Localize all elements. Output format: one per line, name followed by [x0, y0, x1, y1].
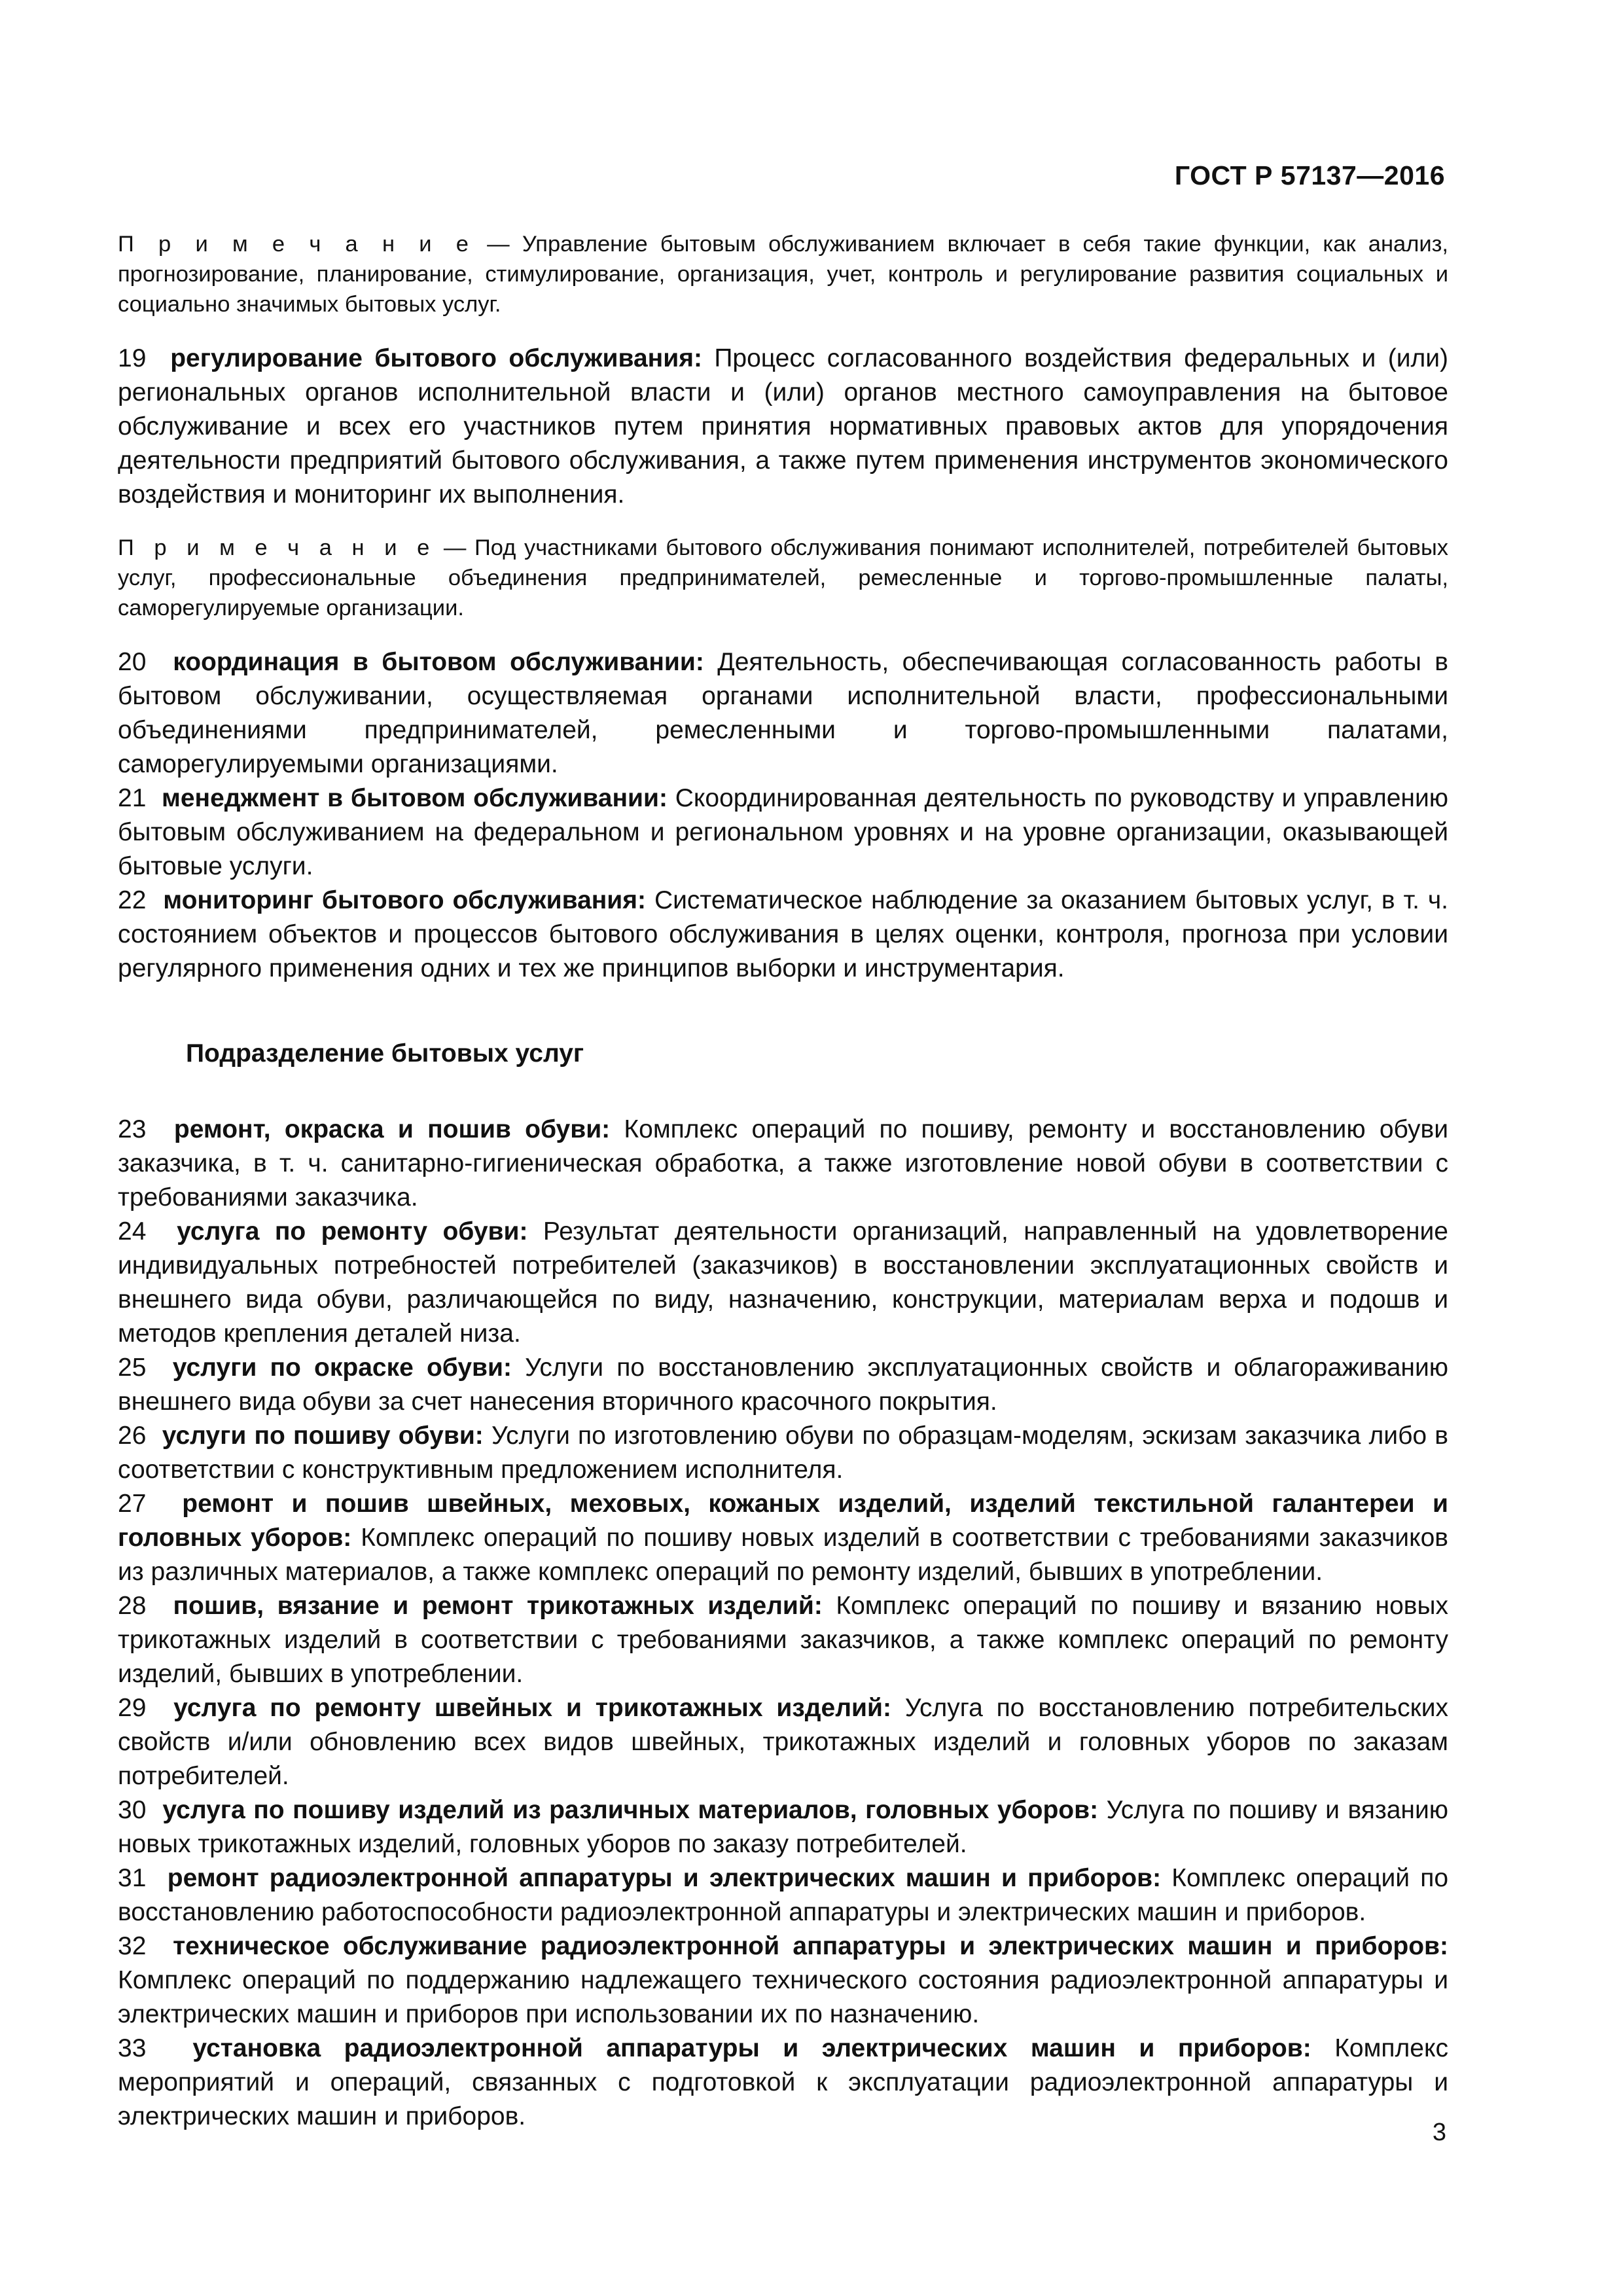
term-entry-23	[118, 1113, 1448, 1215]
term-number: 31	[118, 1864, 147, 1892]
term-title: мониторинг бытового обслуживания:	[163, 886, 647, 914]
note-text: — Управление бытовым обслуживанием включает в себя такие функции, как анализ, прогнозирование, планирование, стимулирование, организация, учет, контроль и регулирование развития социальных и социально значимых бытовых услуг.	[118, 232, 1448, 317]
document-code-header: ГОСТ Р 57137—2016	[1174, 160, 1445, 190]
term-number: 22	[118, 886, 147, 914]
term-entry-24	[118, 1215, 1448, 1351]
term-number: 21	[118, 784, 147, 812]
term-number: 28	[118, 1592, 147, 1620]
term-entry-31	[118, 1861, 1448, 1929]
term-title: установка радиоэлектронной аппаратуры и электрических машин и приборов:	[192, 2034, 1311, 2062]
term-number: 32	[118, 1932, 147, 1960]
document-body	[118, 229, 1448, 2134]
note-label: П р и м е ч а н и е	[118, 232, 474, 257]
term-title: ремонт и пошив швейных, меховых, кожаных изделий, изделий текстильной галантереи и головных уборов:	[118, 1490, 1448, 1552]
term-title: услуги по окраске обуви:	[172, 1354, 512, 1382]
section-heading: Подразделение бытовых услуг	[186, 1039, 584, 1067]
term-number: 29	[118, 1694, 147, 1722]
term-definition: Услуги по изготовлению обуви по образцам-моделям, эскизам заказчика либо в соответствии с конструктивным предложением исполнителя.	[118, 1422, 1448, 1484]
term-title: ремонт радиоэлектронной аппаратуры и электрических машин и приборов:	[167, 1864, 1162, 1892]
term-title: услуга по пошиву изделий из различных материалов, головных уборов:	[162, 1796, 1099, 1824]
term-definition: Систематическое наблюдение за оказанием бытовых услуг, в т. ч. состоянием объектов и процессов бытового обслуживания в целях оценки, контроля, прогноза при условии регулярного применения одних и тех же принципов выборки и инструментария.	[118, 886, 1449, 982]
term-number: 25	[118, 1354, 147, 1382]
note-text: — Под участниками бытового обслуживания понимают исполнителей, потребителей бытовых услуг, профессиональные объединения предпринимателей, ремесленные и торгово-промышленные палаты, саморегулируемые организации.	[118, 535, 1448, 620]
term-number: 27	[118, 1490, 147, 1518]
term-number: 24	[118, 1217, 147, 1246]
term-title: услуга по ремонту швейных и трикотажных изделий:	[173, 1694, 891, 1722]
term-number: 26	[118, 1422, 147, 1450]
term-number: 20	[118, 648, 147, 676]
term-entry-28	[118, 1589, 1448, 1691]
term-entry-32	[118, 1929, 1448, 2032]
term-entry-21	[118, 781, 1448, 884]
term-entry-25	[118, 1351, 1448, 1419]
term-number: 33	[118, 2034, 147, 2062]
term-title: услуги по пошиву обуви:	[162, 1422, 484, 1450]
term-title: регулирование бытового обслуживания:	[170, 344, 702, 372]
term-definition: Комплекс операций по пошиву и вязанию новых трикотажных изделий в соответствии с требованиями заказчиков, а также комплекс операций по ремонту изделий, бывших в употреблении.	[118, 1592, 1449, 1688]
term-number: 23	[118, 1115, 147, 1143]
term-definition: Процесс согласованного воздействия федеральных и (или) региональных органов исполнительной власти и (или) органов местного самоуправления на бытовое обслуживание и всех его участников путем принятия нормативных правовых актов для упорядочения деятельности предприятий бытового обслуживания, а также путем применения инструментов экономического воздействия и мониторинг их выполнения.	[118, 344, 1449, 509]
note-paragraph	[118, 229, 1448, 319]
term-definition: Комплекс мероприятий и операций, связанных с подготовкой к эксплуатации радиоэлектронной аппаратуры и электрических машин и приборов.	[118, 2034, 1448, 2130]
term-entry-22	[118, 884, 1448, 986]
page-number: 3	[1432, 2119, 1446, 2146]
term-definition: Услуга по пошиву и вязанию новых трикотажных изделий, головных уборов по заказу потребителей.	[118, 1796, 1448, 1858]
term-definition: Комплекс операций по пошиву новых изделий в соответствии с требованиями заказчиков из различных материалов, а также комплекс операций по ремонту изделий, бывших в употреблении.	[118, 1524, 1448, 1586]
term-definition: Комплекс операций по пошиву, ремонту и восстановлению обуви заказчика, в т. ч. санитарно-гигиеническая обработка, а также изготовление новой обуви в соответствии с требованиями заказчика.	[118, 1115, 1449, 1211]
term-definition: Деятельность, обеспечивающая согласованность работы в бытовом обслуживании, осуществляемая органами исполнительной власти, профессиональными объединениями предпринимателей, ремесленными и торгово-промышленными палатами, саморегулируемыми организациями.	[118, 648, 1448, 778]
term-number: 19	[118, 344, 147, 372]
term-title: менеджмент в бытовом обслуживании:	[161, 784, 668, 812]
term-entry-29	[118, 1691, 1448, 1793]
term-definition: Результат деятельности организаций, направленный на удовлетворение индивидуальных потребностей потребителей (заказчиков) в восстановлении эксплуатационных свойств и внешнего вида обуви, различающейся по виду, назначению, конструкции, материалам верха и подошв и методов крепления деталей низа.	[118, 1217, 1448, 1348]
term-definition: Скоординированная деятельность по руководству и управлению бытовым обслуживанием на федеральном и региональном уровнях и на уровне организации, оказывающей бытовые услуги.	[118, 784, 1448, 880]
term-title: пошив, вязание и ремонт трикотажных изделий:	[173, 1592, 823, 1620]
term-number: 30	[118, 1796, 147, 1824]
term-entry-30	[118, 1793, 1448, 1861]
term-entry-27	[118, 1487, 1448, 1589]
term-title: услуга по ремонту обуви:	[177, 1217, 528, 1246]
term-title: техническое обслуживание радиоэлектронной аппаратуры и электрических машин и приборов:	[173, 1932, 1448, 1960]
term-entry-33	[118, 2032, 1448, 2134]
term-definition: Услуга по восстановлению потребительских свойств и/или обновлению всех видов швейных, трикотажных изделий и головных уборов по заказам потребителей.	[118, 1694, 1448, 1790]
term-definition: Комплекс операций по восстановлению работоспособности радиоэлектронной аппаратуры и электрических машин и приборов.	[118, 1864, 1449, 1926]
term-title: ремонт, окраска и пошив обуви:	[173, 1115, 611, 1143]
term-entry-20	[118, 645, 1448, 781]
term-entry-26	[118, 1419, 1448, 1487]
note-paragraph	[118, 533, 1448, 623]
note-label: П р и м е ч а н и е	[118, 535, 436, 560]
term-title: координация в бытовом обслуживании:	[173, 648, 704, 676]
term-definition: Комплекс операций по поддержанию надлежащего технического состояния радиоэлектронной аппаратуры и электрических машин и приборов при использовании их по назначению.	[118, 1966, 1448, 2028]
term-definition: Услуги по восстановлению эксплуатационных свойств и облагораживанию внешнего вида обуви за счет нанесения вторичного красочного покрытия.	[118, 1354, 1448, 1416]
term-entry-19	[118, 342, 1448, 512]
